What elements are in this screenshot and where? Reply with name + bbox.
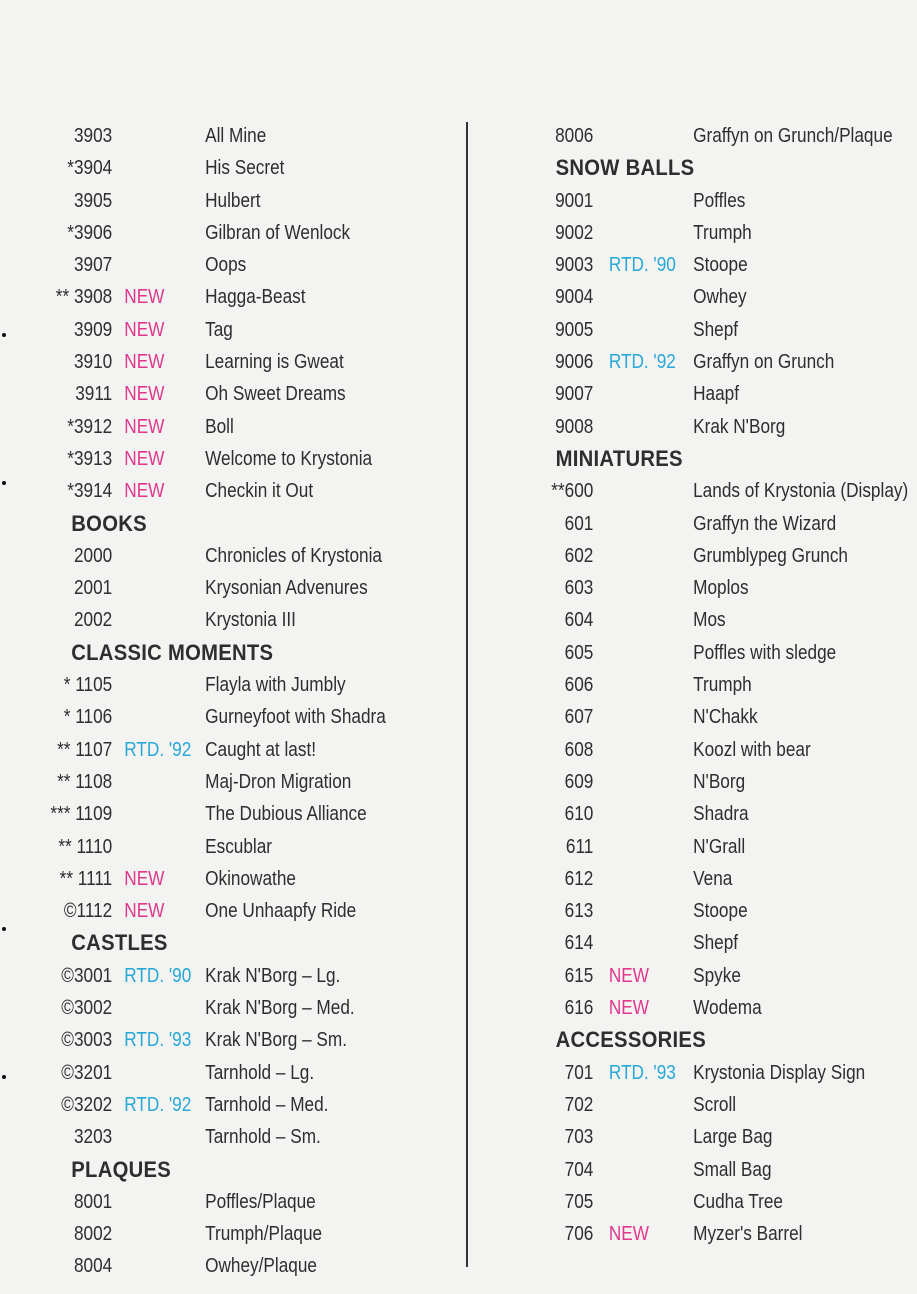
column-divider: [466, 122, 468, 1267]
new-badge: NEW: [124, 383, 165, 406]
item-code: 608: [564, 738, 594, 761]
catalog-row: [528, 346, 855, 378]
retired-badge: RTD. '90: [124, 964, 192, 987]
item-code: ©3003: [61, 1029, 113, 1052]
item-code: 616: [564, 997, 594, 1020]
catalog-row: [528, 701, 855, 733]
item-title: Vena: [693, 867, 733, 890]
item-code: *3906: [67, 221, 113, 244]
catalog-row: [40, 152, 384, 184]
item-code: 8002: [73, 1223, 113, 1246]
section-heading: BOOKS: [71, 510, 147, 536]
catalog-row: [528, 281, 855, 313]
item-title: Myzer's Barrel: [693, 1223, 803, 1246]
catalog-row: [528, 604, 855, 636]
new-badge: NEW: [124, 286, 165, 309]
item-code: 606: [564, 674, 594, 697]
catalog-row: [40, 572, 384, 604]
catalog-row: [40, 1186, 384, 1218]
item-code: 703: [564, 1126, 594, 1149]
catalog-row: [528, 831, 855, 863]
new-badge: NEW: [124, 415, 165, 438]
item-title: Moplos: [693, 577, 749, 600]
catalog-row: [40, 314, 384, 346]
item-title: His Secret: [205, 157, 285, 180]
section-heading: PLAQUES: [71, 1156, 172, 1182]
item-title: Poffles with sledge: [693, 641, 837, 664]
item-code: 3909: [73, 318, 113, 341]
item-code: 603: [564, 577, 594, 600]
item-code: 607: [564, 706, 594, 729]
item-code: 8001: [73, 1190, 113, 1213]
item-title: Owhey: [693, 286, 747, 309]
catalog-row: [528, 1154, 855, 1186]
item-code: 610: [564, 803, 594, 826]
item-code: 702: [564, 1093, 594, 1116]
binder-hole-mark: [2, 927, 6, 931]
new-badge: NEW: [608, 1223, 649, 1246]
item-code: 9001: [555, 189, 594, 212]
item-title: Shepf: [693, 318, 739, 341]
catalog-row: [40, 604, 384, 636]
item-title: Oops: [205, 254, 247, 277]
catalog-row: [528, 378, 855, 410]
catalog-row: [40, 378, 384, 410]
item-title: Wodema: [693, 997, 762, 1020]
item-code: 704: [564, 1158, 594, 1181]
catalog-row: [40, 669, 384, 701]
catalog-row: [40, 766, 384, 798]
item-code: ** 1111: [59, 867, 113, 890]
item-code: 615: [564, 964, 594, 987]
section-heading: ACCESSORIES: [555, 1027, 706, 1053]
item-code: 605: [564, 641, 594, 664]
catalog-row: [528, 1121, 855, 1153]
item-title: Tarnhold – Med.: [205, 1093, 329, 1116]
item-code: * 1105: [63, 674, 113, 697]
catalog-row: [528, 1057, 866, 1089]
item-title: Hagga-Beast: [205, 286, 306, 309]
catalog-row: [40, 1089, 384, 1121]
binder-hole-mark: [2, 481, 6, 485]
item-code: 2001: [73, 577, 113, 600]
item-code: 9004: [555, 286, 594, 309]
item-title: Tarnhold – Lg.: [205, 1061, 315, 1084]
new-badge: NEW: [124, 318, 165, 341]
new-badge: NEW: [124, 867, 165, 890]
right-column: [528, 120, 908, 1250]
item-title: Graffyn on Grunch: [693, 351, 835, 374]
catalog-row: [528, 508, 855, 540]
item-code: * 1106: [63, 706, 113, 729]
catalog-row: [40, 120, 384, 152]
item-title: Learning is Gweat: [205, 351, 344, 374]
catalog-row: [528, 637, 855, 669]
item-title: Welcome to Krystonia: [205, 447, 373, 470]
item-code: 2000: [73, 544, 113, 567]
item-title: All Mine: [205, 125, 267, 147]
catalog-row: [40, 1250, 384, 1282]
item-title: The Dubious Alliance: [205, 803, 367, 826]
catalog-row: [528, 475, 909, 507]
item-code: 8004: [73, 1255, 113, 1278]
catalog-row: [40, 540, 384, 572]
item-code: ©1112: [63, 900, 113, 923]
item-title: Poffles: [693, 189, 746, 212]
item-title: Tarnhold – Sm.: [205, 1126, 321, 1149]
item-code: 9006: [555, 351, 594, 374]
new-badge: NEW: [124, 447, 165, 470]
catalog-row: [40, 1024, 384, 1056]
item-title: Graffyn on Grunch/Plaque: [693, 125, 893, 147]
catalog-row: [40, 217, 384, 249]
item-title: Krak N'Borg – Sm.: [205, 1029, 348, 1052]
item-title: One Unhaapfy Ride: [205, 900, 357, 923]
item-title: Trumph/Plaque: [205, 1223, 323, 1246]
catalog-row: [40, 734, 384, 766]
catalog-row: [40, 346, 384, 378]
item-title: Krak N'Borg – Lg.: [205, 964, 341, 987]
item-code: ** 1110: [58, 835, 113, 858]
item-code: 3910: [73, 351, 113, 374]
catalog-row: [528, 411, 855, 443]
item-title: Maj-Dron Migration: [205, 770, 352, 793]
item-code: ** 1107: [57, 738, 113, 761]
retired-badge: RTD. '93: [608, 1061, 676, 1084]
binder-hole-mark: [2, 333, 6, 337]
catalog-row: [40, 1121, 384, 1153]
item-code: 9003: [555, 254, 594, 277]
item-code: 3203: [73, 1126, 113, 1149]
retired-badge: RTD. '92: [124, 738, 192, 761]
section-heading: MINIATURES: [555, 445, 683, 471]
item-title: Escublar: [205, 835, 273, 858]
catalog-row: [40, 475, 384, 507]
item-code: 701: [564, 1061, 594, 1084]
item-code: 612: [564, 867, 594, 890]
item-title: Mos: [693, 609, 726, 632]
section-heading: CLASSIC MOMENTS: [71, 639, 274, 665]
item-title: N'Chakk: [693, 706, 758, 729]
retired-badge: RTD. '93: [124, 1029, 192, 1052]
catalog-row: [528, 798, 855, 830]
catalog-row: [40, 1057, 384, 1089]
new-badge: NEW: [124, 480, 165, 503]
catalog-row: [40, 249, 384, 281]
catalog-row: [528, 1186, 855, 1218]
item-title: Krak N'Borg: [693, 415, 786, 438]
item-code: *3904: [67, 157, 113, 180]
item-code: 609: [564, 770, 594, 793]
retired-badge: RTD. '90: [608, 254, 676, 277]
item-title: Oh Sweet Dreams: [205, 383, 346, 406]
item-code: ** 3908: [55, 286, 113, 309]
item-title: Trumph: [693, 674, 752, 697]
item-title: Flayla with Jumbly: [205, 674, 346, 697]
catalog-row: [528, 895, 855, 927]
item-title: Koozl with bear: [693, 738, 811, 761]
item-code: 9007: [555, 383, 594, 406]
catalog-row: [528, 572, 855, 604]
catalog-row: [528, 1089, 855, 1121]
catalog-row: [528, 1218, 855, 1250]
item-title: Boll: [205, 415, 234, 438]
item-title: Owhey/Plaque: [205, 1255, 317, 1278]
item-title: Trumph: [693, 221, 752, 244]
catalog-row: [528, 927, 855, 959]
item-code: *3912: [67, 415, 113, 438]
item-title: Okinowathe: [205, 867, 296, 890]
item-title: Poffles/Plaque: [205, 1190, 316, 1213]
item-code: 8006: [555, 125, 594, 147]
catalog-row: [40, 863, 384, 895]
retired-badge: RTD. '92: [608, 351, 676, 374]
new-badge: NEW: [124, 351, 165, 374]
catalog-row: [528, 766, 855, 798]
item-title: Caught at last!: [205, 738, 317, 761]
catalog-row: [528, 960, 855, 992]
item-title: Krak N'Borg – Med.: [205, 997, 355, 1020]
item-code: 9002: [555, 221, 594, 244]
item-code: 9008: [555, 415, 594, 438]
catalog-row: [528, 734, 855, 766]
item-title: Shadra: [693, 803, 749, 826]
item-code: 601: [564, 512, 594, 535]
new-badge: NEW: [124, 900, 165, 923]
item-title: N'Grall: [693, 835, 746, 858]
catalog-row: [40, 831, 384, 863]
new-badge: NEW: [608, 997, 649, 1020]
section-heading: SNOW BALLS: [555, 155, 695, 181]
retired-badge: RTD. '92: [124, 1093, 192, 1116]
catalog-row: [40, 1218, 384, 1250]
catalog-row: [40, 281, 384, 313]
item-code: 706: [564, 1223, 594, 1246]
item-title: Chronicles of Krystonia: [205, 544, 382, 567]
item-code: 3911: [75, 383, 113, 406]
item-code: ©3201: [61, 1061, 113, 1084]
item-code: 614: [564, 932, 594, 955]
item-title: Grumblypeg Grunch: [693, 544, 848, 567]
item-code: 613: [564, 900, 594, 923]
catalog-row: [528, 314, 855, 346]
item-title: Krystonia III: [205, 609, 296, 632]
item-code: *** 1109: [50, 803, 113, 826]
catalog-row: [528, 185, 855, 217]
section-heading: CASTLES: [71, 930, 168, 956]
catalog-row: [40, 443, 384, 475]
catalog-row: [40, 411, 384, 443]
catalog-row: [40, 798, 384, 830]
item-code: 3907: [73, 254, 113, 277]
item-title: Graffyn the Wizard: [693, 512, 837, 535]
item-title: Gilbran of Wenlock: [205, 221, 351, 244]
item-title: Checkin it Out: [205, 480, 314, 503]
item-code: 604: [564, 609, 594, 632]
item-title: Krysonian Advenures: [205, 577, 368, 600]
item-code: ** 1108: [57, 770, 113, 793]
item-title: Hulbert: [205, 189, 261, 212]
item-title: Krystonia Display Sign: [693, 1061, 866, 1084]
item-title: N'Borg: [693, 770, 746, 793]
catalog-row: [528, 540, 855, 572]
new-badge: NEW: [608, 964, 649, 987]
catalog-row: [40, 960, 384, 992]
item-title: Stoope: [693, 900, 748, 923]
catalog-row: [528, 992, 855, 1024]
catalog-row: [40, 895, 384, 927]
item-code: ©3001: [61, 964, 113, 987]
item-title: Stoope: [693, 254, 748, 277]
catalog-row: [40, 185, 384, 217]
item-title: Cudha Tree: [693, 1190, 784, 1213]
item-code: ©3002: [61, 997, 113, 1020]
item-code: **600: [551, 480, 594, 503]
item-title: Large Bag: [693, 1126, 773, 1149]
item-title: Tag: [205, 318, 233, 341]
item-title: Gurneyfoot with Shadra: [205, 706, 386, 729]
item-code: 3903: [73, 125, 113, 147]
item-code: *3914: [67, 480, 113, 503]
catalog-row: [528, 249, 855, 281]
item-code: *3913: [67, 447, 113, 470]
item-title: Scroll: [693, 1093, 737, 1116]
item-code: 9005: [555, 318, 594, 341]
item-code: ©3202: [61, 1093, 113, 1116]
left-column: [40, 120, 440, 1283]
item-title: Small Bag: [693, 1158, 772, 1181]
item-code: 2002: [73, 609, 113, 632]
item-code: 602: [564, 544, 594, 567]
item-title: Shepf: [693, 932, 739, 955]
item-code: 705: [564, 1190, 594, 1213]
binder-hole-mark: [2, 1075, 6, 1079]
item-title: Haapf: [693, 383, 740, 406]
item-code: 611: [565, 835, 594, 858]
catalog-row: [528, 863, 855, 895]
item-title: Lands of Krystonia (Display): [693, 480, 909, 503]
catalog-row: [40, 701, 384, 733]
catalog-row: [528, 669, 855, 701]
catalog-row: [528, 217, 855, 249]
item-code: 3905: [73, 189, 113, 212]
catalog-row: [40, 992, 384, 1024]
catalog-row: [528, 120, 893, 152]
item-title: Spyke: [693, 964, 741, 987]
